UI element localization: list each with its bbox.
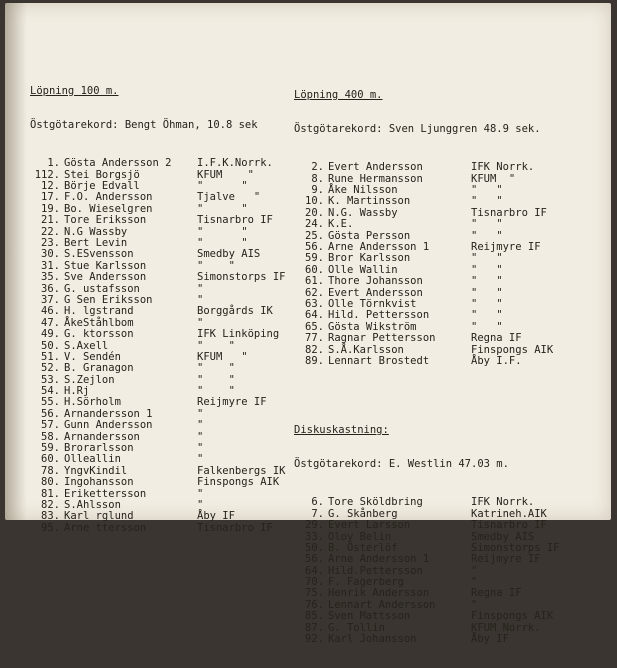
list-item bbox=[30, 215, 310, 226]
entries-discus bbox=[294, 497, 604, 645]
athlete-name: Gösta Andersson 2 bbox=[64, 157, 172, 170]
athlete-name: G. Skånberg bbox=[328, 507, 398, 520]
list-item bbox=[294, 577, 604, 588]
club-name: " " bbox=[197, 225, 248, 238]
athlete-name: Olle Törnkvist bbox=[328, 297, 417, 310]
entries-100m bbox=[30, 158, 310, 534]
club-name: " " bbox=[471, 229, 503, 242]
athlete-name: Rune Hermansson bbox=[328, 172, 423, 185]
club-name: Reijmyre IF bbox=[197, 396, 267, 409]
entry-number: 52. bbox=[41, 362, 60, 375]
entry-number: 20. bbox=[305, 206, 324, 219]
club-name: " " bbox=[471, 309, 503, 322]
club-name: Regna IF bbox=[471, 587, 522, 600]
list-item bbox=[30, 363, 310, 374]
club-name: Regna IF bbox=[471, 332, 522, 345]
entry-number: 23. bbox=[41, 236, 60, 249]
athlete-name: K. Martinsson bbox=[328, 195, 411, 208]
list-item bbox=[30, 420, 310, 431]
athlete-name: Stue Karlsson bbox=[64, 259, 147, 272]
entry-number: 60. bbox=[41, 453, 60, 466]
club-name: KFUM " bbox=[471, 172, 516, 185]
athlete-name: H.Sörholm bbox=[64, 396, 121, 409]
entry-number: 47. bbox=[41, 316, 60, 329]
athlete-name: Arnandersson bbox=[64, 430, 140, 443]
entry-number: 46. bbox=[41, 305, 60, 318]
athlete-name: N.G. Wassby bbox=[328, 206, 398, 219]
entry-number: 82. bbox=[305, 343, 324, 356]
athlete-name: Gunn Andersson bbox=[64, 419, 153, 432]
athlete-name: S.Axell bbox=[64, 339, 109, 352]
list-item bbox=[294, 623, 604, 634]
entry-number: 59. bbox=[41, 442, 60, 455]
athlete-name: V. Sendén bbox=[64, 350, 121, 363]
club-name: KFUM " bbox=[197, 168, 254, 181]
club-name: Reijmyre IF bbox=[471, 553, 541, 566]
entry-number: 83. bbox=[41, 510, 60, 523]
athlete-name: F. Fagerberg bbox=[328, 576, 404, 589]
club-name: IFK Norrk. bbox=[471, 496, 535, 509]
athlete-name: G. ktorsson bbox=[64, 328, 134, 341]
athlete-name: Tore Sköldbring bbox=[328, 496, 423, 509]
list-item bbox=[294, 611, 604, 622]
club-name: Tisnarbro IF bbox=[197, 521, 273, 534]
club-name: " " bbox=[471, 275, 503, 288]
entry-number: 78. bbox=[41, 464, 60, 477]
entry-number: 35. bbox=[41, 271, 60, 284]
club-name: " " bbox=[471, 263, 503, 276]
list-item bbox=[294, 310, 604, 321]
club-name: " bbox=[197, 407, 204, 420]
club-name: Falkenbergs IK bbox=[197, 464, 286, 477]
list-item bbox=[294, 276, 604, 287]
entry-number: 56. bbox=[305, 240, 324, 253]
entry-number: 2. bbox=[311, 161, 324, 174]
list-item bbox=[294, 219, 604, 230]
club-name: Simonstorps IF bbox=[197, 271, 286, 284]
entry-number: 60. bbox=[305, 263, 324, 276]
entry-number: 77. bbox=[305, 332, 324, 345]
club-name: " " bbox=[471, 297, 503, 310]
athlete-name: Bert Levin bbox=[64, 236, 128, 249]
entry-number: 51. bbox=[41, 350, 60, 363]
list-item bbox=[294, 600, 604, 611]
list-item bbox=[294, 532, 604, 543]
athlete-name: Olle Wallin bbox=[328, 263, 398, 276]
athlete-name: Ragnar Pettersson bbox=[328, 332, 436, 345]
club-name: " " bbox=[197, 385, 235, 398]
entry-number: 21. bbox=[41, 214, 60, 227]
entry-number: 37. bbox=[41, 293, 60, 306]
club-name: " " bbox=[471, 184, 503, 197]
page-fold-shadow bbox=[5, 3, 27, 520]
entry-number: 17. bbox=[41, 191, 60, 204]
entry-number: 31. bbox=[41, 259, 60, 272]
entry-number: 81. bbox=[41, 487, 60, 500]
athlete-name: Arne Andersson 1 bbox=[328, 240, 430, 253]
entry-number: 50. bbox=[41, 339, 60, 352]
entry-number: 53. bbox=[41, 373, 60, 386]
athlete-name: G. Tollin bbox=[328, 621, 385, 634]
athlete-name: Evert Andersson bbox=[328, 286, 423, 299]
record-discus: Östgötarekord: E. Westlin 47.03 m. bbox=[294, 458, 509, 471]
athlete-name: S.Zejlon bbox=[64, 373, 115, 386]
club-name: " bbox=[197, 316, 204, 329]
club-name: " " bbox=[471, 195, 503, 208]
club-name: Åby IF bbox=[197, 510, 235, 523]
entry-number: 55. bbox=[41, 396, 60, 409]
club-name: I.F.K.Norrk. bbox=[197, 157, 273, 170]
document-page bbox=[5, 3, 611, 646]
club-name: " " bbox=[471, 252, 503, 265]
athlete-name: Börje Edvall bbox=[64, 180, 140, 193]
entry-number: 12. bbox=[41, 180, 60, 193]
club-name: " " bbox=[471, 320, 503, 333]
athlete-name: Hild.Pettersson bbox=[328, 564, 423, 577]
list-item bbox=[294, 588, 604, 599]
entry-number: 92. bbox=[305, 633, 324, 646]
club-name: " " bbox=[197, 202, 248, 215]
entries-400m bbox=[294, 162, 604, 367]
record-400m: Östgötarekord: Sven Ljunggren 48.9 sek. bbox=[294, 123, 541, 136]
athlete-name: Karl Johansson bbox=[328, 633, 417, 646]
club-name: " bbox=[197, 442, 204, 455]
club-name: " bbox=[197, 498, 204, 511]
club-name: Smedby AIS bbox=[197, 248, 261, 261]
athlete-name: Lennart Andersson bbox=[328, 598, 436, 611]
club-name: " bbox=[471, 598, 478, 611]
section-heading-discus: Diskuskastning: bbox=[294, 423, 389, 436]
athlete-name: B. Granagon bbox=[64, 362, 134, 375]
athlete-name: Oloy Belin bbox=[328, 530, 392, 543]
club-name: " bbox=[197, 430, 204, 443]
entry-number: 63. bbox=[305, 297, 324, 310]
club-name: Åby I.F. bbox=[471, 354, 522, 367]
club-name: " " bbox=[197, 236, 248, 249]
entry-number: 82. bbox=[41, 498, 60, 511]
entry-number: 85. bbox=[305, 610, 324, 623]
athlete-name: ÅkeStåhlbom bbox=[64, 316, 134, 329]
entry-number: 56. bbox=[41, 407, 60, 420]
athlete-name: Gösta Persson bbox=[328, 229, 411, 242]
list-item bbox=[30, 272, 310, 283]
list-item bbox=[30, 158, 310, 169]
athlete-name: Lennart Brostedt bbox=[328, 354, 430, 367]
club-name: IFK Norrk. bbox=[471, 161, 535, 174]
entry-number: 95. bbox=[41, 521, 60, 534]
entry-number: 25. bbox=[305, 229, 324, 242]
entry-number: 33. bbox=[305, 530, 324, 543]
entry-number: 10. bbox=[305, 195, 324, 208]
athlete-name: Stei Borgsjö bbox=[64, 168, 140, 181]
club-name: " " bbox=[197, 373, 235, 386]
club-name: " bbox=[197, 487, 204, 500]
club-name: Smedby AIS bbox=[471, 530, 535, 543]
entry-number: 57. bbox=[41, 419, 60, 432]
athlete-name: Thore Johansson bbox=[328, 275, 423, 288]
club-name: " bbox=[197, 419, 204, 432]
entry-number: 65. bbox=[305, 320, 324, 333]
list-item bbox=[294, 634, 604, 645]
entry-number: 76. bbox=[305, 598, 324, 611]
entry-number: 19. bbox=[41, 202, 60, 215]
list-item bbox=[30, 523, 310, 534]
club-name: Borggårds IK bbox=[197, 305, 273, 318]
athlete-name: Henrik Andersson bbox=[328, 587, 430, 600]
entry-number: 54. bbox=[41, 385, 60, 398]
club-name: Reijmyre IF bbox=[471, 240, 541, 253]
club-name: Katrineh.AIK bbox=[471, 507, 547, 520]
list-item bbox=[30, 329, 310, 340]
entry-number: 29. bbox=[305, 519, 324, 532]
list-item bbox=[294, 162, 604, 173]
athlete-name: S.Ahlsson bbox=[64, 498, 121, 511]
club-name: Finspongs AIK bbox=[197, 476, 280, 489]
entry-number: 75. bbox=[305, 587, 324, 600]
list-item bbox=[294, 554, 604, 565]
athlete-name: N.G Wassby bbox=[64, 225, 128, 238]
athlete-name: Tore Eriksson bbox=[64, 214, 147, 227]
athlete-name: Hild. Pettersson bbox=[328, 309, 430, 322]
club-name: " " bbox=[197, 362, 235, 375]
athlete-name: S.ESvensson bbox=[64, 248, 134, 261]
athlete-name: Olleallin bbox=[64, 453, 121, 466]
entry-number: 80. bbox=[41, 476, 60, 489]
athlete-name: B. Österlöf bbox=[328, 541, 398, 554]
entry-number: 64. bbox=[305, 564, 324, 577]
club-name: Åby IF bbox=[471, 633, 509, 646]
entry-number: 8. bbox=[311, 172, 324, 185]
club-name: Tisnarbro IF bbox=[197, 214, 273, 227]
athlete-name: H.Rj bbox=[64, 385, 90, 398]
athlete-name: Evert Andersson bbox=[328, 161, 423, 174]
entry-number: 112. bbox=[34, 168, 60, 181]
record-100m: Östgötarekord: Bengt Öhman, 10.8 sek bbox=[30, 119, 258, 132]
entry-number: 22. bbox=[41, 225, 60, 238]
athlete-name: Arnandersson 1 bbox=[64, 407, 153, 420]
club-name: " " bbox=[197, 180, 248, 193]
athlete-name: H. lgstrand bbox=[64, 305, 134, 318]
athlete-name: Bo. Wieselgren bbox=[64, 202, 153, 215]
athlete-name: K.E. bbox=[328, 218, 354, 231]
list-item bbox=[30, 477, 310, 488]
club-name: " bbox=[471, 564, 478, 577]
club-name: " bbox=[471, 576, 478, 589]
athlete-name: Sve Andersson bbox=[64, 271, 147, 284]
athlete-name: S.Å.Karlsson bbox=[328, 343, 404, 356]
entry-number: 6. bbox=[311, 496, 324, 509]
list-item bbox=[30, 306, 310, 317]
athlete-name: Ingohansson bbox=[64, 476, 134, 489]
list-item bbox=[294, 520, 604, 531]
entry-number: 50. bbox=[305, 541, 324, 554]
entry-number: 59. bbox=[305, 252, 324, 265]
athlete-name: Evert Larsson bbox=[328, 519, 411, 532]
entry-number: 56. bbox=[305, 553, 324, 566]
club-name: IFK Linköping bbox=[197, 328, 280, 341]
athlete-name: Brorarlsson bbox=[64, 442, 134, 455]
athlete-name: Sven Mattsson bbox=[328, 610, 411, 623]
club-name: " " bbox=[197, 259, 235, 272]
entry-number: 64. bbox=[305, 309, 324, 322]
athlete-name: Karl rglund bbox=[64, 510, 134, 523]
club-name: Finspongs AIK bbox=[471, 610, 554, 623]
entry-number: 1. bbox=[47, 157, 60, 170]
entry-number: 24. bbox=[305, 218, 324, 231]
left-column bbox=[30, 63, 310, 557]
entry-number: 87. bbox=[305, 621, 324, 634]
entry-number: 61. bbox=[305, 275, 324, 288]
athlete-name: G. ustafsson bbox=[64, 282, 140, 295]
club-name: " bbox=[197, 453, 204, 466]
club-name: Tisnarbro IF bbox=[471, 206, 547, 219]
athlete-name: G Sen Eriksson bbox=[64, 293, 153, 306]
club-name: " " bbox=[471, 286, 503, 299]
club-name: " bbox=[197, 293, 204, 306]
athlete-name: Erikettersson bbox=[64, 487, 147, 500]
athlete-name: F.O. Andersson bbox=[64, 191, 153, 204]
athlete-name: Gösta Wikström bbox=[328, 320, 417, 333]
list-item bbox=[294, 356, 604, 367]
right-column bbox=[294, 67, 604, 668]
club-name: Finspongs AIK bbox=[471, 343, 554, 356]
athlete-name: Arne ttersson bbox=[64, 521, 147, 534]
entry-number: 89. bbox=[305, 354, 324, 367]
section-heading-400m: Löpning 400 m. bbox=[294, 88, 383, 101]
entry-number: 49. bbox=[41, 328, 60, 341]
club-name: " " bbox=[197, 339, 235, 352]
entry-number: 36. bbox=[41, 282, 60, 295]
entry-number: 30. bbox=[41, 248, 60, 261]
club-name: KFUM Norrk. bbox=[471, 621, 541, 634]
list-item bbox=[294, 543, 604, 554]
club-name: KFUM " bbox=[197, 350, 248, 363]
athlete-name: YngvKindil bbox=[64, 464, 128, 477]
athlete-name: Arne Andersson 1 bbox=[328, 553, 430, 566]
entry-number: 9. bbox=[311, 184, 324, 197]
list-item bbox=[294, 566, 604, 577]
entry-number: 62. bbox=[305, 286, 324, 299]
entry-number: 70. bbox=[305, 576, 324, 589]
club-name: Simonstorps IF bbox=[471, 541, 560, 554]
club-name: " bbox=[197, 282, 204, 295]
entry-number: 7. bbox=[311, 507, 324, 520]
club-name: Tjalve " bbox=[197, 191, 261, 204]
athlete-name: Åke Nilsson bbox=[328, 184, 398, 197]
list-item bbox=[294, 333, 604, 344]
section-heading-100m: Löpning 100 m. bbox=[30, 84, 119, 97]
athlete-name: Bror Karlsson bbox=[328, 252, 411, 265]
club-name: " " bbox=[471, 218, 503, 231]
club-name: Tisnarbro IF bbox=[471, 519, 547, 532]
entry-number: 58. bbox=[41, 430, 60, 443]
